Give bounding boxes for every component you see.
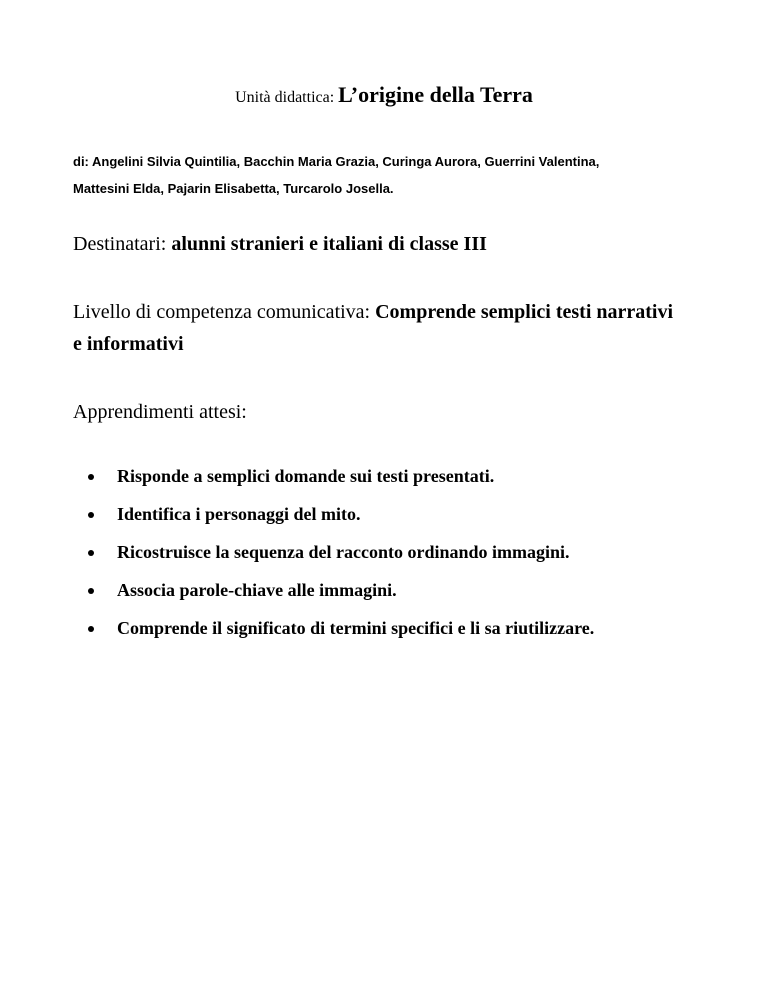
list-item	[73, 503, 733, 526]
list-item	[73, 541, 733, 564]
competence-label: Livello di competenza comunicativa:	[73, 301, 376, 323]
recipients-value: alunni stranieri e italiani di classe III	[171, 233, 487, 255]
authors-line-2: Mattesini Elda, Pajarin Elisabetta, Turcarolo Josella.	[73, 181, 394, 196]
competence-line-1	[73, 296, 713, 328]
bullet-icon	[88, 474, 94, 480]
list-item-text: Comprende il significato di termini specifici e li sa riutilizzare.	[117, 618, 595, 638]
competence-value-line-1: Comprende semplici testi narrativi	[375, 301, 674, 323]
list-item	[73, 617, 733, 640]
recipients-paragraph	[73, 228, 713, 260]
authors-line-1: di: Angelini Silvia Quintilia, Bacchin Maria Grazia, Curinga Aurora, Guerrini Valentina,	[73, 154, 600, 169]
list-item	[73, 465, 733, 488]
expected-list	[73, 465, 733, 655]
recipients-label: Destinatari:	[73, 233, 172, 255]
bullet-icon	[88, 588, 94, 594]
competence-paragraph	[73, 296, 713, 360]
document-title	[0, 82, 768, 108]
bullet-icon	[88, 512, 94, 518]
title-prefix: Unità didattica:	[235, 89, 339, 106]
list-item-text: Risponde a semplici domande sui testi presentati.	[117, 466, 495, 486]
list-item-text: Ricostruisce la sequenza del racconto ordinando immagini.	[117, 542, 570, 562]
bullet-icon	[88, 626, 94, 632]
list-item-text: Associa parole-chiave alle immagini.	[117, 580, 397, 600]
list-item	[73, 579, 733, 602]
list-item-text: Identifica i personaggi del mito.	[117, 504, 361, 524]
authors-block	[73, 148, 713, 202]
competence-value-line-2: e informativi	[73, 333, 184, 355]
title-main: L’origine della Terra	[338, 82, 533, 107]
competence-line-2	[73, 328, 713, 360]
bullet-icon	[88, 550, 94, 556]
expected-heading: Apprendimenti attesi:	[73, 401, 247, 423]
